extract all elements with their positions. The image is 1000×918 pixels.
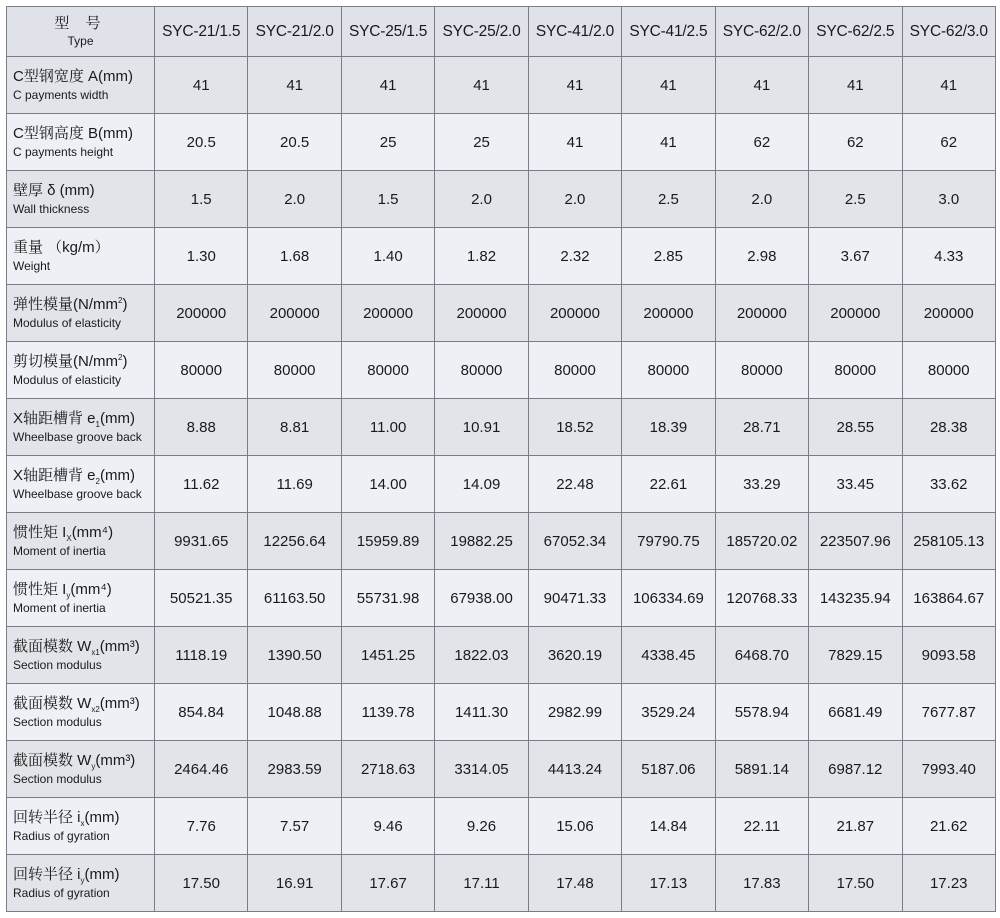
parameter-label-cell	[7, 570, 155, 627]
parameter-unit: (mm³)	[99, 637, 140, 655]
value-cell: 17.13	[622, 855, 715, 912]
value-cell: 200000	[341, 285, 434, 342]
parameter-subscript: x1	[91, 647, 100, 657]
table-row	[7, 570, 996, 627]
value-cell: 80000	[715, 342, 808, 399]
parameter-name-en: Wheelbase groove back	[13, 486, 142, 501]
value-cell: 6468.70	[715, 627, 808, 684]
parameter-name-zh	[13, 809, 154, 827]
value-cell: 80000	[435, 342, 528, 399]
model-header: SYC-25/1.5	[341, 7, 434, 57]
parameter-name-zh	[13, 752, 154, 770]
value-cell: 28.38	[902, 399, 996, 456]
value-cell: 62	[902, 114, 996, 171]
value-cell: 9931.65	[155, 513, 248, 570]
value-cell: 17.11	[435, 855, 528, 912]
parameter-name-zh	[13, 695, 154, 713]
value-cell: 80000	[341, 342, 434, 399]
model-header: SYC-62/2.5	[809, 7, 902, 57]
parameter-name-zh	[13, 524, 154, 542]
parameter-label-cell	[7, 57, 155, 114]
value-cell: 80000	[809, 342, 902, 399]
parameter-name-en: C payments height	[13, 144, 114, 159]
value-cell: 67938.00	[435, 570, 528, 627]
value-cell: 41	[248, 57, 341, 114]
header-row	[7, 7, 996, 57]
value-cell: 50521.35	[155, 570, 248, 627]
value-cell: 41	[809, 57, 902, 114]
model-header: SYC-25/2.0	[435, 7, 528, 57]
value-cell: 2.32	[528, 228, 621, 285]
parameter-name-en: Wall thickness	[13, 201, 90, 216]
value-cell: 258105.13	[902, 513, 996, 570]
parameter-subscript: x2	[91, 704, 100, 714]
value-cell: 80000	[902, 342, 996, 399]
value-cell: 2718.63	[341, 741, 434, 798]
value-cell: 21.62	[902, 798, 996, 855]
table-row	[7, 57, 996, 114]
value-cell: 17.67	[341, 855, 434, 912]
value-cell: 200000	[622, 285, 715, 342]
value-cell: 25	[341, 114, 434, 171]
value-cell: 200000	[155, 285, 248, 342]
model-header: SYC-41/2.0	[528, 7, 621, 57]
parameter-name-zh	[13, 410, 154, 428]
parameter-name-zh	[13, 296, 154, 314]
value-cell: 16.91	[248, 855, 341, 912]
table-row	[7, 399, 996, 456]
parameter-name-zh	[13, 866, 154, 884]
value-cell: 1139.78	[341, 684, 434, 741]
parameter-name-en: Wheelbase groove back	[13, 429, 142, 444]
parameter-name-main: C型钢高度 B(mm)	[13, 124, 133, 142]
parameter-name-en: Moment of inertia	[13, 543, 106, 558]
value-cell: 22.61	[622, 456, 715, 513]
value-cell: 15959.89	[341, 513, 434, 570]
parameter-name-zh	[13, 467, 154, 485]
parameter-subscript: y	[80, 875, 85, 885]
parameter-subscript: X	[66, 533, 72, 543]
value-cell: 3620.19	[528, 627, 621, 684]
parameter-label-cell	[7, 855, 155, 912]
value-cell: 3.67	[809, 228, 902, 285]
value-cell: 1048.88	[248, 684, 341, 741]
table-row	[7, 798, 996, 855]
value-cell: 200000	[809, 285, 902, 342]
value-cell: 9093.58	[902, 627, 996, 684]
value-cell: 41	[528, 114, 621, 171]
value-cell: 1.5	[155, 171, 248, 228]
parameter-name-main: 重量 （kg/m）	[13, 238, 110, 256]
value-cell: 223507.96	[809, 513, 902, 570]
value-cell: 20.5	[248, 114, 341, 171]
value-cell: 41	[902, 57, 996, 114]
parameter-unit: (mm³)	[95, 751, 136, 769]
value-cell: 80000	[248, 342, 341, 399]
value-cell: 11.62	[155, 456, 248, 513]
value-cell: 9.26	[435, 798, 528, 855]
value-cell: 33.62	[902, 456, 996, 513]
value-cell: 14.09	[435, 456, 528, 513]
value-cell: 41	[341, 57, 434, 114]
model-header: SYC-41/2.5	[622, 7, 715, 57]
value-cell: 2.5	[622, 171, 715, 228]
parameter-name-zh	[13, 638, 154, 656]
table-row	[7, 855, 996, 912]
value-cell: 62	[715, 114, 808, 171]
value-cell: 15.06	[528, 798, 621, 855]
specifications-table	[6, 6, 996, 912]
value-cell: 33.29	[715, 456, 808, 513]
value-cell: 41	[715, 57, 808, 114]
model-header: SYC-21/2.0	[248, 7, 341, 57]
value-cell: 5187.06	[622, 741, 715, 798]
value-cell: 2982.99	[528, 684, 621, 741]
value-cell: 3529.24	[622, 684, 715, 741]
value-cell: 61163.50	[248, 570, 341, 627]
value-cell: 7829.15	[809, 627, 902, 684]
value-cell: 1118.19	[155, 627, 248, 684]
value-cell: 7.76	[155, 798, 248, 855]
value-cell: 200000	[528, 285, 621, 342]
value-cell: 2.5	[809, 171, 902, 228]
parameter-name-main: X轴距槽背 e	[13, 466, 96, 484]
parameter-name-en: Modulus of elasticity	[13, 315, 122, 330]
parameter-label-cell	[7, 114, 155, 171]
value-cell: 19882.25	[435, 513, 528, 570]
parameter-name-zh	[13, 125, 154, 143]
value-cell: 7.57	[248, 798, 341, 855]
parameter-label-cell	[7, 627, 155, 684]
value-cell: 2.85	[622, 228, 715, 285]
value-cell: 200000	[248, 285, 341, 342]
parameter-subscript: y	[66, 590, 71, 600]
parameter-label-cell	[7, 456, 155, 513]
table-row	[7, 456, 996, 513]
parameter-name-zh	[13, 182, 154, 200]
value-cell: 1.82	[435, 228, 528, 285]
value-cell: 7677.87	[902, 684, 996, 741]
parameter-unit: (mm⁴)	[71, 523, 114, 541]
value-cell: 17.23	[902, 855, 996, 912]
parameter-label-cell	[7, 342, 155, 399]
parameter-name-en: Section modulus	[13, 771, 102, 786]
parameter-unit: (mm³)	[99, 694, 140, 712]
parameter-name-main: 惯性矩 I	[13, 580, 67, 598]
parameter-name-en: Moment of inertia	[13, 600, 106, 615]
parameter-superscript: 2	[118, 352, 123, 362]
parameter-name-main: 截面模数 W	[13, 751, 92, 769]
value-cell: 4338.45	[622, 627, 715, 684]
value-cell: 28.71	[715, 399, 808, 456]
parameter-name-zh	[13, 239, 154, 257]
value-cell: 41	[155, 57, 248, 114]
parameter-name-main: 弹性模量(N/mm	[13, 295, 118, 313]
value-cell: 14.00	[341, 456, 434, 513]
value-cell: 163864.67	[902, 570, 996, 627]
parameter-name-en: Section modulus	[13, 714, 102, 729]
table-row	[7, 741, 996, 798]
table-row	[7, 342, 996, 399]
parameter-name-en: Section modulus	[13, 657, 102, 672]
parameter-name-en: Modulus of elasticity	[13, 372, 122, 387]
type-header-zh: 型 号	[54, 14, 107, 32]
value-cell: 2.98	[715, 228, 808, 285]
value-cell: 1411.30	[435, 684, 528, 741]
value-cell: 1451.25	[341, 627, 434, 684]
parameter-name-main: X轴距槽背 e	[13, 409, 96, 427]
parameter-name-en: C payments width	[13, 87, 109, 102]
type-header-cell	[7, 7, 155, 57]
table-row	[7, 114, 996, 171]
table-row	[7, 684, 996, 741]
value-cell: 106334.69	[622, 570, 715, 627]
parameter-name-zh	[13, 353, 154, 371]
table-row	[7, 627, 996, 684]
value-cell: 7993.40	[902, 741, 996, 798]
parameter-name-en: Radius of gyration	[13, 828, 110, 843]
value-cell: 185720.02	[715, 513, 808, 570]
parameter-name-main: C型钢宽度 A(mm)	[13, 67, 133, 85]
value-cell: 2.0	[435, 171, 528, 228]
value-cell: 11.00	[341, 399, 434, 456]
value-cell: 17.83	[715, 855, 808, 912]
table-row	[7, 285, 996, 342]
value-cell: 6987.12	[809, 741, 902, 798]
parameter-name-main: 剪切模量(N/mm	[13, 352, 118, 370]
value-cell: 90471.33	[528, 570, 621, 627]
parameter-unit: )	[122, 352, 128, 370]
value-cell: 20.5	[155, 114, 248, 171]
value-cell: 200000	[902, 285, 996, 342]
value-cell: 5578.94	[715, 684, 808, 741]
parameter-name-en: Weight	[13, 258, 51, 273]
value-cell: 4413.24	[528, 741, 621, 798]
value-cell: 11.69	[248, 456, 341, 513]
parameter-unit: (mm)	[99, 409, 135, 427]
parameter-name-main: 截面模数 W	[13, 637, 92, 655]
parameter-unit: )	[122, 295, 128, 313]
table-row	[7, 513, 996, 570]
value-cell: 1.40	[341, 228, 434, 285]
value-cell: 41	[622, 57, 715, 114]
value-cell: 22.11	[715, 798, 808, 855]
parameter-superscript: 2	[118, 295, 123, 305]
value-cell: 80000	[622, 342, 715, 399]
parameter-unit: (mm)	[84, 808, 120, 826]
value-cell: 2.0	[248, 171, 341, 228]
value-cell: 22.48	[528, 456, 621, 513]
table-row	[7, 228, 996, 285]
model-header: SYC-62/3.0	[902, 7, 996, 57]
parameter-name-en: Radius of gyration	[13, 885, 110, 900]
value-cell: 17.50	[155, 855, 248, 912]
value-cell: 1822.03	[435, 627, 528, 684]
parameter-label-cell	[7, 285, 155, 342]
parameter-name-main: 回转半径 i	[13, 808, 81, 826]
value-cell: 1390.50	[248, 627, 341, 684]
value-cell: 28.55	[809, 399, 902, 456]
value-cell: 41	[622, 114, 715, 171]
value-cell: 17.50	[809, 855, 902, 912]
value-cell: 17.48	[528, 855, 621, 912]
value-cell: 25	[435, 114, 528, 171]
parameter-name-main: 惯性矩 I	[13, 523, 67, 541]
parameter-name-zh	[13, 68, 154, 86]
model-header: SYC-21/1.5	[155, 7, 248, 57]
value-cell: 1.30	[155, 228, 248, 285]
value-cell: 200000	[715, 285, 808, 342]
parameter-subscript: y	[91, 761, 96, 771]
value-cell: 1.5	[341, 171, 434, 228]
value-cell: 200000	[435, 285, 528, 342]
value-cell: 62	[809, 114, 902, 171]
parameter-subscript: x	[80, 818, 85, 828]
value-cell: 14.84	[622, 798, 715, 855]
value-cell: 18.39	[622, 399, 715, 456]
parameter-unit: (mm)	[99, 466, 135, 484]
value-cell: 2983.59	[248, 741, 341, 798]
value-cell: 2.0	[715, 171, 808, 228]
value-cell: 3314.05	[435, 741, 528, 798]
value-cell: 12256.64	[248, 513, 341, 570]
parameter-subscript: 2	[95, 476, 100, 486]
parameter-label-cell	[7, 684, 155, 741]
value-cell: 9.46	[341, 798, 434, 855]
parameter-unit: (mm⁴)	[70, 580, 112, 598]
value-cell: 143235.94	[809, 570, 902, 627]
value-cell: 41	[435, 57, 528, 114]
value-cell: 5891.14	[715, 741, 808, 798]
value-cell: 79790.75	[622, 513, 715, 570]
parameter-label-cell	[7, 513, 155, 570]
value-cell: 3.0	[902, 171, 996, 228]
parameter-name-zh	[13, 581, 154, 599]
value-cell: 8.88	[155, 399, 248, 456]
parameter-subscript: 1	[95, 419, 100, 429]
parameter-name-main: 截面模数 W	[13, 694, 92, 712]
value-cell: 18.52	[528, 399, 621, 456]
value-cell: 854.84	[155, 684, 248, 741]
value-cell: 120768.33	[715, 570, 808, 627]
value-cell: 41	[528, 57, 621, 114]
model-header: SYC-62/2.0	[715, 7, 808, 57]
value-cell: 1.68	[248, 228, 341, 285]
parameter-name-main: 壁厚 δ (mm)	[13, 181, 95, 199]
value-cell: 33.45	[809, 456, 902, 513]
parameter-label-cell	[7, 228, 155, 285]
value-cell: 4.33	[902, 228, 996, 285]
parameter-unit: (mm)	[84, 865, 120, 883]
value-cell: 21.87	[809, 798, 902, 855]
parameter-name-main: 回转半径 i	[13, 865, 81, 883]
table-row	[7, 171, 996, 228]
value-cell: 80000	[155, 342, 248, 399]
parameter-label-cell	[7, 171, 155, 228]
value-cell: 80000	[528, 342, 621, 399]
parameter-label-cell	[7, 798, 155, 855]
parameter-label-cell	[7, 399, 155, 456]
value-cell: 67052.34	[528, 513, 621, 570]
value-cell: 55731.98	[341, 570, 434, 627]
type-header-en: Type	[67, 33, 94, 48]
parameter-label-cell	[7, 741, 155, 798]
value-cell: 6681.49	[809, 684, 902, 741]
table-body	[7, 57, 996, 912]
value-cell: 10.91	[435, 399, 528, 456]
value-cell: 8.81	[248, 399, 341, 456]
value-cell: 2.0	[528, 171, 621, 228]
value-cell: 2464.46	[155, 741, 248, 798]
